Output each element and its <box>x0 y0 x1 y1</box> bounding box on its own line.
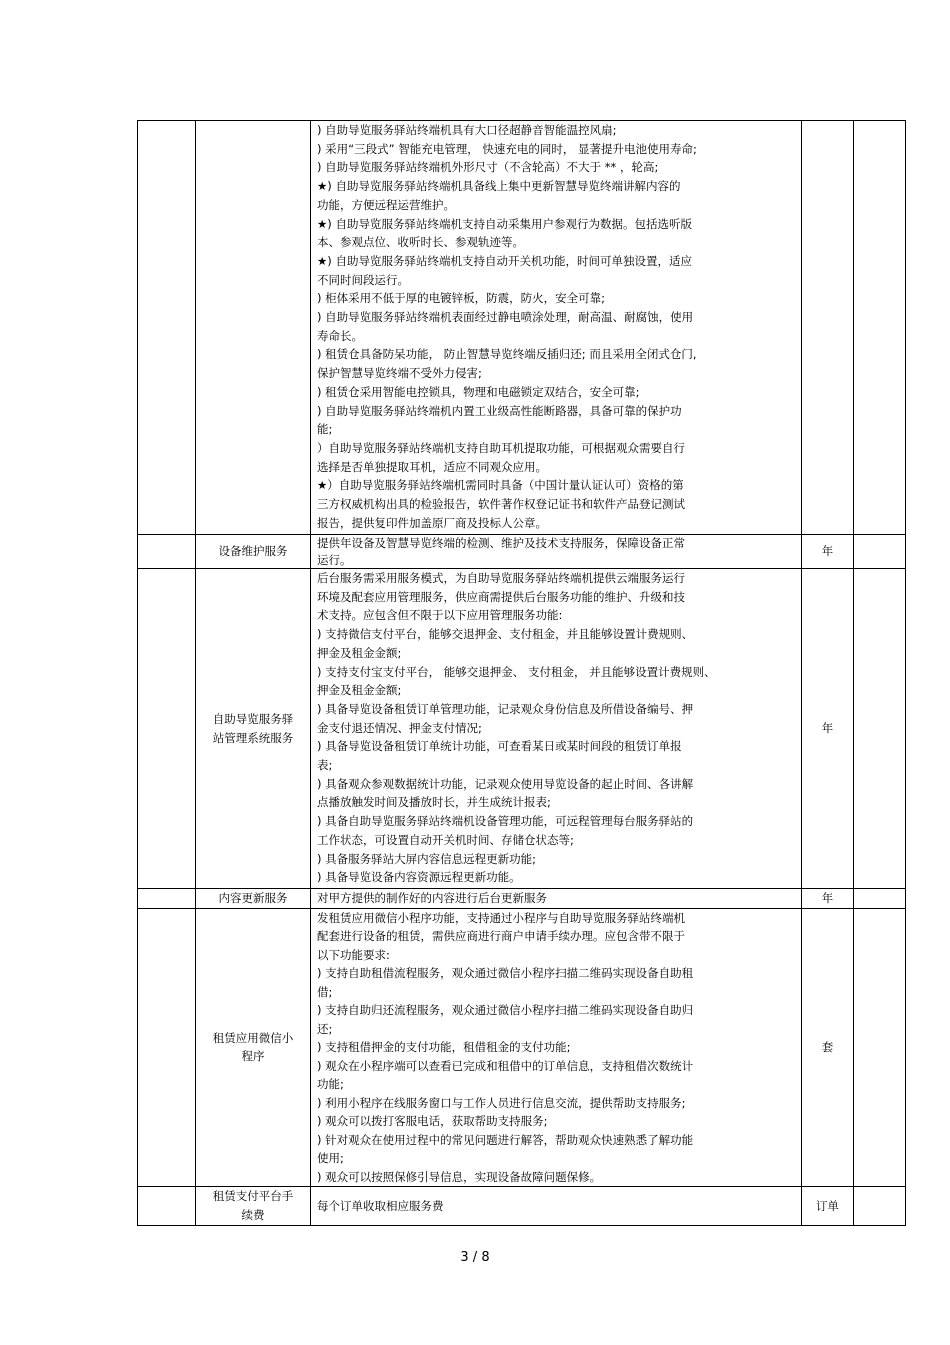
item-name-cell <box>196 121 311 535</box>
requirement-cell <box>311 121 802 535</box>
unit-cell <box>802 121 854 535</box>
index-cell <box>138 908 196 1187</box>
table-row <box>138 1187 906 1225</box>
table-row <box>138 908 906 1187</box>
item-name-cell <box>196 535 311 569</box>
requirement-line: ) 观众在小程序端可以查看已完成和租借中的订单信息，支持租借次数统计 <box>317 1058 694 1073</box>
requirement-line: 后台服务需采用服务模式，为自助导览服务驿站终端机提供云端服务运行 <box>317 571 685 585</box>
requirement-line: ★) 自助导览服务驿站终端机具备线上集中更新智慧导览终端讲解内容的 <box>317 179 681 194</box>
requirement-line: ) 具备观众参观数据统计功能，记录观众使用导览设备的起止时间、各讲解 <box>317 776 694 791</box>
requirement-line: ) 支持微信支付平台，能够交退押金、支付租金，并且能够设置计费规则、 <box>317 627 694 642</box>
unit: 套 <box>821 1040 834 1055</box>
requirement-line: ★) 自助导览服务驿站终端机支持自动开关机功能，时间可单独设置，适应 <box>317 253 692 268</box>
requirement-line: ) 支持自助归还流程服务，观众通过微信小程序扫描二维码实现设备自助归 <box>317 1003 694 1018</box>
requirement-line: 环境及配套应用管理服务，供应商需提供后台服务功能的维护、升级和技 <box>317 589 685 604</box>
requirement-line: 借; <box>317 984 333 999</box>
requirement-line: ) 租赁仓采用智能电控锁具，物理和电磁锁定双结合，安全可靠; <box>317 384 640 399</box>
index-cell <box>138 569 196 889</box>
requirement-line: 提供年设备及智慧导览终端的检测、维护及技术支持服务，保障设备正常 <box>317 536 685 550</box>
requirement-line: 还; <box>317 1021 333 1036</box>
requirements-table-body <box>138 121 906 1226</box>
remark-cell <box>854 889 906 909</box>
requirement-cell <box>311 908 802 1187</box>
item-name-cell <box>196 908 311 1187</box>
requirement-line: 工作状态，可设置自动开关机时间、存储仓状态等; <box>317 832 574 847</box>
requirement-line: 不同时间段运行。 <box>317 272 409 287</box>
requirement-line: 保护智慧导览终端不受外力侵害; <box>317 366 482 381</box>
requirement-cell <box>311 569 802 889</box>
requirement-line: ）自助导览服务驿站终端机支持自助耳机提取功能，可根据观众需要自行 <box>317 440 685 455</box>
item-name-cell <box>196 569 311 889</box>
item-name: 内容更新服务 <box>218 891 288 905</box>
requirement-line: ) 支持租借押金的支付功能，租借租金的支付功能; <box>317 1040 571 1055</box>
item-name: 自助导览服务驿站管理系统服务 <box>212 711 294 745</box>
unit-cell <box>802 569 854 889</box>
item-name-cell <box>196 1187 311 1225</box>
requirement-line: 能; <box>317 422 333 437</box>
requirement-line: 点播放触发时间及播放时长，并生成统计报表; <box>317 795 551 810</box>
item-name-cell <box>196 889 311 909</box>
requirement-cell <box>311 535 802 569</box>
requirement-line: 押金及租金金额; <box>317 645 402 660</box>
requirement-line: ) 自助导览服务驿站终端机外形尺寸（不含轮高）不大于 ** ，轮高; <box>317 160 659 175</box>
item-name: 设备维护服务 <box>218 544 288 559</box>
requirement-line: 金支付退还情况、押金支付情况; <box>317 720 482 735</box>
requirement-line: 术支持。应包含但不限于以下应用管理服务功能: <box>317 608 563 623</box>
remark-cell <box>854 535 906 569</box>
requirement-line: 使用; <box>317 1151 344 1166</box>
index-cell <box>138 1187 196 1225</box>
requirement-line: ) 观众可以按照保修引导信息，实现设备故障问题保修。 <box>317 1169 602 1184</box>
unit: 年 <box>821 721 834 736</box>
requirement-line: 配套进行设备的租赁，需供应商进行商户申请手续办理。应包含带不限于 <box>317 929 685 944</box>
unit-cell <box>802 1187 854 1225</box>
requirement-line: 功能; <box>317 1077 344 1092</box>
requirement-cell <box>311 1187 802 1225</box>
index-cell <box>138 121 196 535</box>
requirement-line: 三方权威机构出具的检验报告，软件著作权登记证书和软件产品登记测试 <box>317 497 685 512</box>
requirement-line: ) 具备导览设备内容资源远程更新功能。 <box>317 870 521 885</box>
requirement-line: ) 具备服务驿站大屏内容信息远程更新功能; <box>317 851 537 866</box>
requirement-line: ) 支持支付宝支付平台， 能够交退押金、 支付租金， 并且能够设置计费规则、 <box>317 664 716 679</box>
index-cell <box>138 889 196 909</box>
requirement-line: 表; <box>317 758 333 773</box>
table-row <box>138 121 906 535</box>
unit-cell <box>802 535 854 569</box>
requirement-line: ★) 自助导览服务驿站终端机支持自动采集用户参观行为数据。包括选听版 <box>317 216 692 231</box>
requirement-line: 选择是否单独提取耳机，适应不同观众应用。 <box>317 459 547 474</box>
remark-cell <box>854 569 906 889</box>
unit: 年 <box>821 891 834 905</box>
remark-cell <box>854 121 906 535</box>
requirement-line: ) 针对观众在使用过程中的常见问题进行解答，帮助观众快速熟悉了解功能 <box>317 1132 694 1147</box>
index-cell <box>138 535 196 569</box>
table-row <box>138 569 906 889</box>
item-name: 租赁应用微信小程序 <box>212 1030 294 1064</box>
unit: 年 <box>821 544 834 559</box>
requirement-line: 本、参观点位、收听时长、参观轨迹等。 <box>317 235 524 250</box>
table-row <box>138 535 906 569</box>
requirements-table <box>137 120 906 1226</box>
requirement-line: ) 租赁仓具备防呆功能， 防止智慧导览终端反插归还; 而且采用全闭式仓门, <box>317 347 697 362</box>
table-row <box>138 889 906 909</box>
item-name: 租赁支付平台手续费 <box>212 1189 294 1222</box>
remark-cell <box>854 1187 906 1225</box>
requirement-line: ) 自助导览服务驿站终端机表面经过静电喷涂处理，耐高温、耐腐蚀，使用 <box>317 310 694 325</box>
requirement-cell <box>311 889 802 909</box>
unit-cell <box>802 908 854 1187</box>
requirement-line: 报告，提供复印件加盖原厂商及投标人公章。 <box>317 515 547 530</box>
requirement-line: ) 自助导览服务驿站终端机内置工业级高性能断路器，具备可靠的保护功 <box>317 403 682 418</box>
requirement-line: ) 具备导览设备租赁订单统计功能，可查看某日或某时间段的租赁订单报 <box>317 739 682 754</box>
requirement-line: ) 采用“三段式” 智能充电管理， 快速充电的同时， 显著提升电池使用寿命; <box>317 141 697 156</box>
requirement-line: ★）自助导览服务驿站终端机需同时具备（中国计量认证认可）资格的第 <box>317 478 684 493</box>
requirement-line: 发租赁应用微信小程序功能，支持通过小程序与自助导览服务驿站终端机 <box>317 910 685 925</box>
requirement-line: 每个订单收取相应服务费 <box>317 1198 444 1213</box>
requirement-line: ) 具备自助导览服务驿站终端机设备管理功能，可远程管理每台服务驿站的 <box>317 814 694 829</box>
page-number: 3 / 8 <box>460 1250 490 1265</box>
requirement-line: ) 支持自助租借流程服务，观众通过微信小程序扫描二维码实现设备自助租 <box>317 966 694 981</box>
requirement-line: 押金及租金金额; <box>317 683 402 698</box>
requirement-line: 运行。 <box>317 552 352 567</box>
unit-cell <box>802 889 854 909</box>
requirement-line: 寿命长。 <box>317 328 363 343</box>
requirement-line: ) 自助导览服务驿站终端机具有大口径超静音智能温控风扇; <box>317 123 617 137</box>
requirement-line: ) 观众可以拨打客服电话，获取帮助支持服务; <box>317 1114 548 1129</box>
requirement-line: 对甲方提供的制作好的内容进行后台更新服务 <box>317 891 547 906</box>
unit: 订单 <box>816 1198 839 1213</box>
requirement-line: ) 柜体采用不低于厚的电镀锌板，防震，防火，安全可靠; <box>317 291 606 306</box>
requirement-line: 以下功能要求: <box>317 947 390 962</box>
remark-cell <box>854 908 906 1187</box>
requirement-line: 功能，方便远程运营维护。 <box>317 197 455 212</box>
requirement-line: ) 利用小程序在线服务窗口与工作人员进行信息交流，提供帮助支持服务; <box>317 1095 686 1110</box>
requirement-line: ) 具备导览设备租赁订单管理功能，记录观众身份信息及所借设备编号、押 <box>317 701 694 716</box>
